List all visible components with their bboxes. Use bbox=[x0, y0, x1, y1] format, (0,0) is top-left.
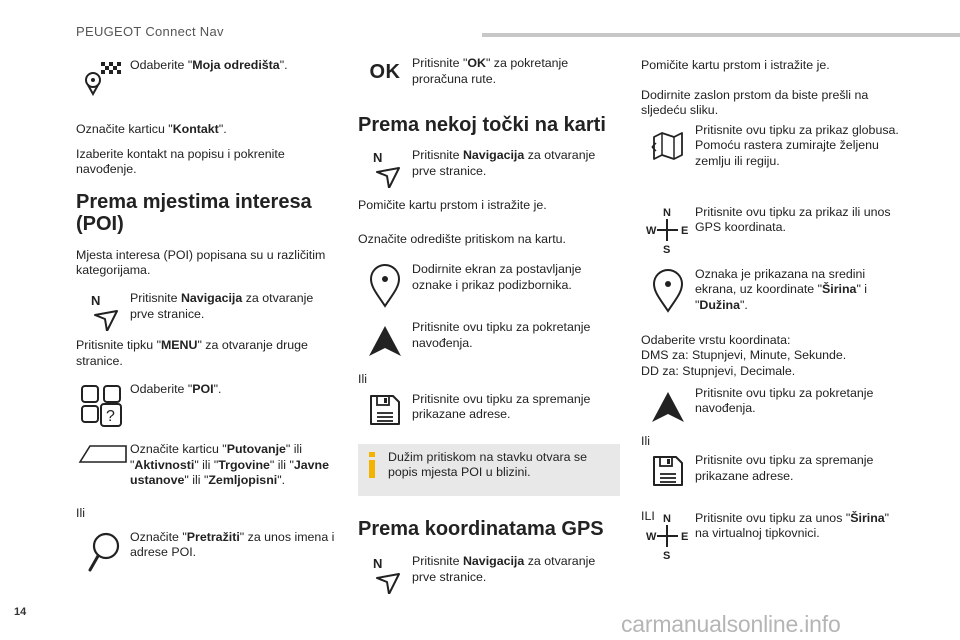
instruction-text: Označite "Pretražiti" za unos imena i adrese POI. bbox=[130, 529, 335, 560]
search-icon bbox=[76, 530, 130, 574]
instruction-text: Pritisnite Navigacija za otvaranje prve stranice. bbox=[130, 290, 314, 321]
page-number: 14 bbox=[14, 606, 27, 618]
checkered-flag-pin-icon bbox=[76, 56, 130, 100]
svg-text:W: W bbox=[646, 224, 657, 237]
svg-text:E: E bbox=[681, 224, 689, 237]
paragraph-or: Ili bbox=[76, 506, 85, 521]
header-title: PEUGEOT Connect Nav bbox=[76, 24, 224, 39]
svg-text:W: W bbox=[646, 530, 657, 543]
instruction-navigation bbox=[358, 554, 620, 598]
instruction-start-navigation bbox=[358, 320, 620, 372]
paragraph-mark-destination: Označite odredište pritiskom na kartu. bbox=[358, 231, 566, 246]
instruction-tap-screen bbox=[358, 262, 620, 318]
svg-text:S: S bbox=[663, 549, 671, 561]
instruction-save-address bbox=[358, 392, 620, 444]
info-note bbox=[358, 444, 620, 497]
page-header bbox=[0, 0, 960, 46]
heading-poi: Prema mjestima interesa (POI) bbox=[76, 190, 312, 235]
instruction-text: Pritisnite ovu tipku za prikaz globusa. Pomoću rastera zumirajte željenu zemlju ili regiju. bbox=[695, 122, 899, 168]
poi-categories-icon bbox=[76, 382, 130, 426]
watermark: carmanualsonline.info bbox=[621, 611, 841, 637]
svg-text:N: N bbox=[663, 512, 671, 525]
instruction-text: Pritisnite "OK" za pokretanje proračuna rute. bbox=[412, 56, 569, 86]
svg-text:N: N bbox=[91, 292, 101, 308]
instruction-text: Pritisnite Navigacija za otvaranje prve stranice. bbox=[412, 148, 596, 178]
map-pin-icon bbox=[358, 262, 412, 306]
instruction-text: Pritisnite ovu tipku za spremanje prikazane adrese. bbox=[695, 453, 874, 483]
instruction-enter-latitude bbox=[641, 511, 899, 561]
instruction-text: Pritisnite Navigacija za otvaranje prve stranice. bbox=[412, 554, 596, 584]
instruction-text: Pritisnite ovu tipku za unos "Širina" na virtualnoj tipkovnici. bbox=[695, 510, 890, 541]
svg-text:?: ? bbox=[106, 408, 115, 426]
paragraph-coordinate-types: Odaberite vrstu koordinata: DMS za: Stupnjevi, Minute, Sekunde. DD za: Stupnjevi, Decimale. bbox=[641, 332, 847, 378]
instruction-navigation bbox=[76, 291, 336, 335]
globe-view-icon bbox=[641, 123, 695, 167]
column-3 bbox=[641, 56, 899, 561]
paragraph-pan-map: Pomičite kartu prstom i istražite je. bbox=[358, 198, 547, 212]
paragraph-menu-key: Pritisnite tipku "MENU" za otvaranje druge stranice. bbox=[76, 337, 308, 368]
column-2 bbox=[358, 56, 620, 598]
ok-icon: OK bbox=[369, 61, 401, 83]
paragraph-or: Ili bbox=[641, 433, 650, 448]
instruction-text: Odaberite "POI". bbox=[130, 382, 222, 397]
svg-text:S: S bbox=[663, 243, 671, 255]
svg-text:N: N bbox=[373, 556, 383, 572]
info-icon bbox=[366, 450, 382, 485]
start-navigation-icon bbox=[641, 386, 695, 430]
instruction-ok bbox=[358, 56, 620, 100]
paragraph-or: Ili bbox=[358, 372, 367, 387]
navigation-icon bbox=[358, 148, 412, 192]
instruction-select-poi bbox=[76, 382, 336, 440]
navigation-icon bbox=[76, 291, 130, 335]
header-rule bbox=[482, 33, 960, 37]
heading-map-point: Prema nekoj točki na karti bbox=[358, 114, 606, 136]
instruction-search bbox=[76, 530, 336, 580]
instruction-my-destinations bbox=[76, 56, 336, 118]
paragraph-contact-tab: Označite karticu "Kontakt". bbox=[76, 122, 227, 136]
paragraph-choose-contact: Izaberite kontakt na popisu i pokrenite navođenje. bbox=[76, 146, 285, 177]
paragraph-poi-categories: Mjesta interesa (POI) popisana su u različitim kategorijama. bbox=[76, 247, 326, 278]
paragraph-or-caps: ILI bbox=[641, 509, 655, 524]
instruction-save-address bbox=[641, 453, 899, 503]
note-text: Dužim pritiskom na stavku otvara se popis mjesta POI u blizini. bbox=[388, 449, 588, 480]
instruction-text: Pritisnite ovu tipku za prikaz ili unos GPS koordinata. bbox=[695, 204, 891, 235]
start-navigation-icon bbox=[358, 320, 412, 364]
instruction-text: Pritisnite ovu tipku za spremanje prikazane adrese. bbox=[412, 391, 591, 422]
heading-gps: Prema koordinatama GPS bbox=[358, 518, 604, 541]
instruction-text: Pritisnite ovu tipku za pokretanje navođenja. bbox=[412, 320, 591, 350]
instruction-text: Pritisnite ovu tipku za pokretanje navođenja. bbox=[695, 385, 874, 416]
instruction-text: Označite karticu "Putovanje" ili "Aktivnosti" ili "Trgovine" ili "Javne ustanove" ili "Zemljopisni". bbox=[130, 442, 329, 488]
svg-text:E: E bbox=[681, 530, 689, 543]
save-icon bbox=[358, 392, 412, 436]
column-1 bbox=[76, 56, 336, 580]
compass-icon bbox=[641, 205, 695, 255]
map-pin-icon bbox=[641, 267, 695, 311]
instruction-marker-coords bbox=[641, 267, 899, 329]
paragraph-pan-map: Pomičite kartu prstom i istražite je. bbox=[641, 58, 830, 72]
instruction-text: Odaberite "Moja odredišta". bbox=[130, 58, 288, 72]
instruction-select-category-tab bbox=[76, 442, 336, 506]
svg-text:N: N bbox=[373, 150, 383, 165]
instruction-navigation bbox=[358, 148, 620, 192]
instruction-gps-coordinates bbox=[641, 205, 899, 265]
tab-icon bbox=[76, 442, 130, 486]
instruction-start-navigation bbox=[641, 386, 899, 434]
instruction-text: Oznaka je prikazana na sredini ekrana, uz koordinate "Širina" i "Dužina". bbox=[695, 266, 868, 312]
instruction-globe bbox=[641, 123, 899, 203]
paragraph-next-image: Dodirnite zaslon prstom da biste prešli na sljedeću sliku. bbox=[641, 87, 869, 118]
save-icon bbox=[641, 453, 695, 497]
compass-icon bbox=[641, 511, 695, 561]
navigation-icon bbox=[358, 554, 412, 598]
instruction-text: Dodirnite ekran za postavljanje oznake i prikaz podizbornika. bbox=[412, 262, 582, 292]
svg-text:N: N bbox=[663, 206, 671, 219]
